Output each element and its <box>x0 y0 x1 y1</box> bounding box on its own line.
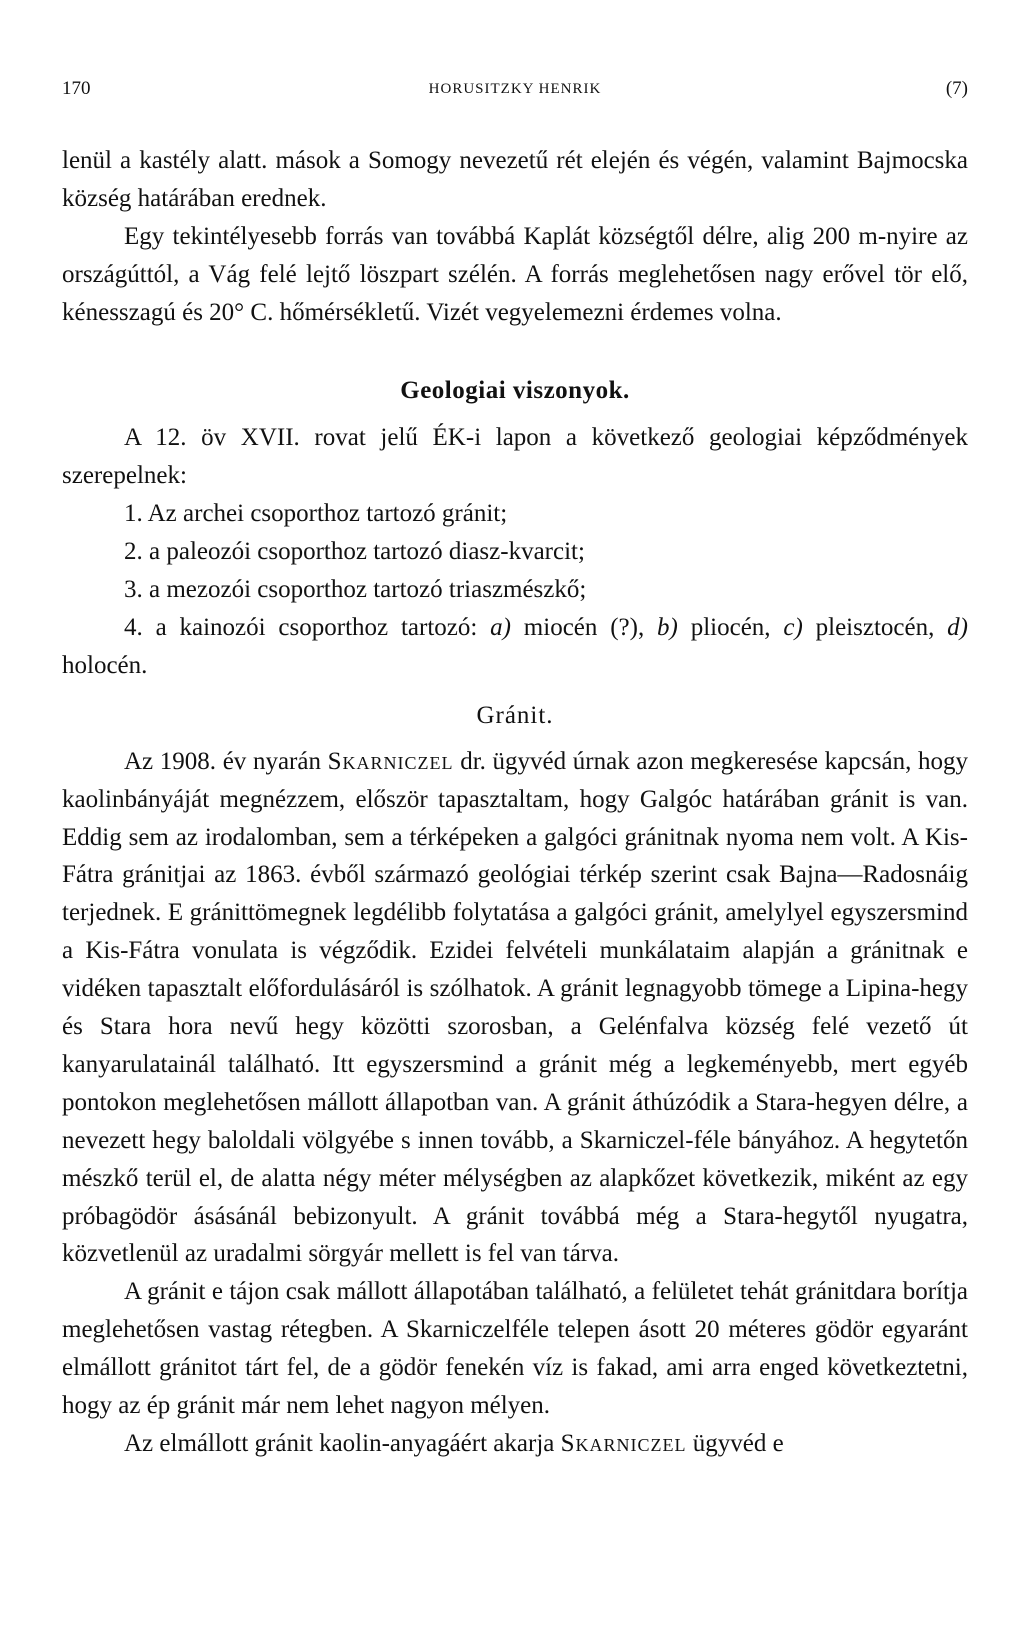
geology-intro: A 12. öv XVII. rovat jelű ÉK-i lapon a következő geologiai képződmények szerepelnek: <box>62 424 968 490</box>
running-author: HORUSITZKY HENRIK <box>428 81 602 97</box>
item4-b-text: pliocén, <box>677 613 784 641</box>
person-name: Skarniczel <box>327 747 454 775</box>
granit-p3-rest: ügyvéd e <box>686 1430 784 1457</box>
geology-list-item-4 <box>62 609 968 685</box>
geology-list-item: 1. Az archei csoporthoz tartozó gránit; <box>124 500 508 528</box>
granit-paragraph-3 <box>62 1425 968 1463</box>
item4-a-text: miocén (?), <box>510 613 658 641</box>
item4-prefix: 4. a kainozói csoporthoz tartozó: <box>124 613 491 641</box>
intro-continuation: lenül a kastély alatt. mások a Somogy nevezetű rét elején és végén, valamint Bajmocska község határában erednek. <box>62 147 968 212</box>
section-number: (7) <box>945 78 968 99</box>
section-heading-granit: Gránit. <box>476 701 554 729</box>
page-number: 170 <box>62 78 91 99</box>
intro-paragraph-spring: Egy tekintélyesebb forrás van továbbá Kaplát községtől délre, alig 200 m-nyire az országúttól, a Vág felé lejtő löszpart szélén. A forrás meglehetősen nagy erővel tör elő, kénesszagú és 20° C. hőmérsékletű. Vizét vegyelemezni érdemes volna. <box>62 222 968 326</box>
geology-list-item: 3. a mezozói csoporthoz tartozó triaszmészkő; <box>124 576 587 604</box>
granit-p1-start: Az 1908. év nyarán <box>124 747 328 775</box>
item4-b-label: b) <box>657 613 678 641</box>
item4-c-text: pleisztocén, <box>802 613 948 641</box>
section-heading-geology: Geologiai viszonyok. <box>400 376 630 404</box>
document-page <box>62 74 968 1463</box>
granit-p1-rest: dr. ügyvéd úrnak azon megkeresése kapcsán, hogy kaolinbányáját megnézzem, először tapasztaltam, hogy Galgóc határában gránit is van. Eddig sem az irodalomban, sem a térképeken a galgóci gránitnak nyoma nem volt. A Kis-Fátra gránitjai az 1863. évből származó geológiai térkép szerint csak Bajna—Radosnáig terjednek. E gránittömegnek legdélibb folytatása a galgóci gránit, amelylyel egyszersmind a Kis-Fátra vonulata is végződik. Ezidei felvételi munkálataim alapján a gránitnak e vidéken tapasztalt előfordulásáról is szólhatok. A gránit legnagyobb tömege a Lipina-hegy és Stara hora nevű hegy közötti szorosban, a Gelénfalva község felé vezető út kanyarulatainál található. Itt egyszersmind a gránit még a legkeményebb, mert egyéb pontokon meglehetősen mállott állapotban van. A gránit áthúzódik a Stara-hegyen délre, a nevezett hegy baloldali völgyébe s innen tovább, a Skarniczel-féle bányához. A hegytetőn mészkő terül el, de alatta négy méter mélységben az alapkőzet következik, miként az egy próbagödör ásásánál bebizonyult. A gránit továbbá még a Stara-hegytől nyugatra, közvetlenül az uradalmi sörgyár mellett is fel van tárva. <box>62 747 969 1268</box>
item4-d-label: d) <box>947 613 968 641</box>
geology-list-item: 2. a paleozói csoporthoz tartozó diasz-kvarcit; <box>124 538 585 566</box>
item4-d-text: holocén. <box>62 651 148 679</box>
granit-paragraph-2: A gránit e tájon csak mállott állapotában található, a felületet tehát gránitdara borítja meglehetősen vastag rétegben. A Skarniczelféle telepen ásott 20 méteres gödör egyaránt elmállott gránitot tárt fel, de a gödör fenekén víz is fakad, ami arra enged következtetni, hogy az ép gránit már nem lehet nagyon mélyen. <box>62 1278 968 1420</box>
running-header <box>62 74 968 104</box>
person-name: Skarniczel <box>560 1430 687 1457</box>
granit-p3-start: Az elmállott gránit kaolin-anyagáért akarja <box>124 1430 561 1457</box>
item4-a-label: a) <box>490 613 511 641</box>
granit-paragraph-1 <box>62 743 968 1274</box>
item4-c-label: c) <box>783 613 803 641</box>
